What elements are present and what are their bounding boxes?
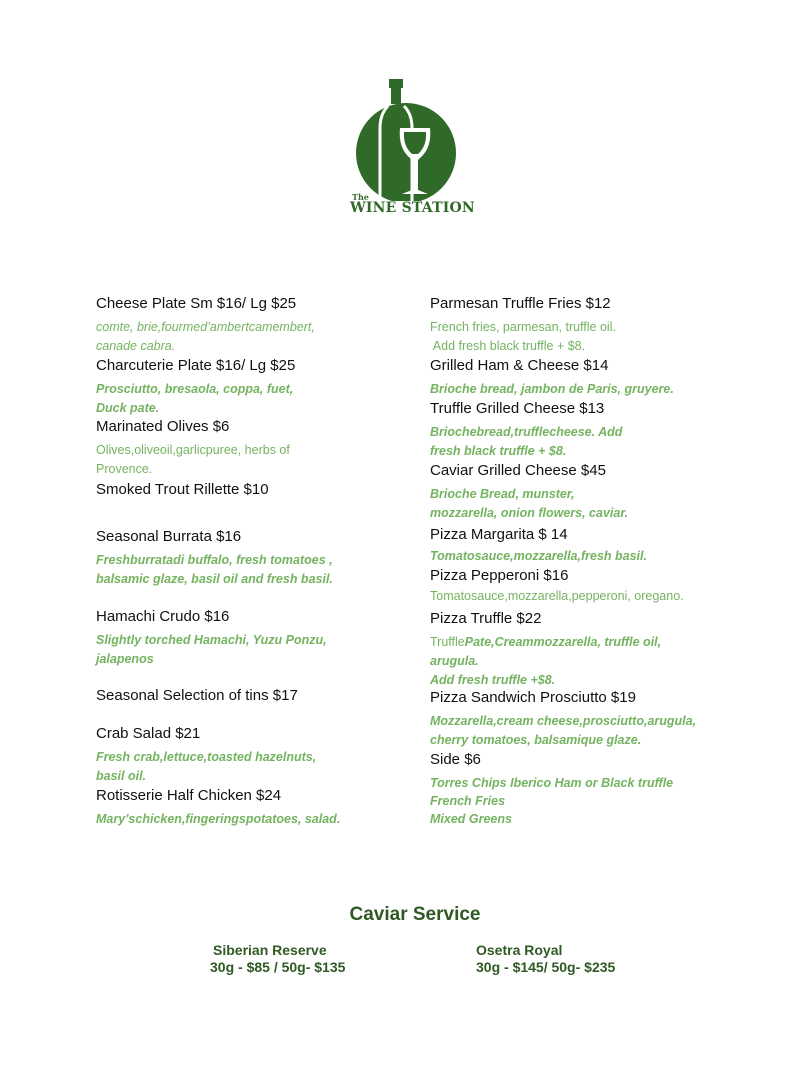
item-description — [96, 441, 290, 479]
desc-line: fresh black truffle + $8. — [430, 444, 567, 458]
item-name: Cheese Plate Sm $16/ Lg $25 — [96, 295, 297, 312]
caviar-option-name: Osetra Royal — [476, 942, 563, 958]
item-name: Rotisserie Half Chicken $24 — [96, 787, 282, 804]
caviar-option-name: Siberian Reserve — [213, 942, 327, 958]
item-description — [430, 774, 673, 828]
item-description — [430, 633, 661, 690]
desc-line: Briochebread,trufflecheese. Add — [430, 425, 623, 439]
menu-item — [430, 610, 661, 690]
menu-item — [430, 462, 628, 523]
menu-item — [96, 608, 327, 669]
item-description — [96, 551, 333, 589]
item-name: Pizza Margarita $ 14 — [430, 526, 568, 543]
item-description — [430, 587, 684, 606]
desc-line: Prosciutto, bresaola, coppa, fuet, — [96, 382, 294, 396]
wine-bottle-glass-icon — [340, 76, 480, 201]
menu-item — [430, 295, 616, 356]
logo-small-text: The — [352, 192, 369, 202]
item-name: Hamachi Crudo $16 — [96, 608, 230, 625]
logo-brand-name: WINE STATION — [350, 200, 475, 216]
desc-line: cherry tomatoes, balsamique glaze. — [430, 733, 642, 747]
menu-item — [96, 725, 316, 786]
desc-line: Duck pate. — [96, 401, 160, 415]
desc-line: Tomatosauce,mozzarella,fresh basil. — [430, 549, 647, 563]
item-name: Seasonal Burrata $16 — [96, 528, 242, 545]
menu-item — [430, 400, 622, 461]
item-description — [430, 547, 647, 566]
desc-line: Fresh crab,lettuce,toasted hazelnuts, — [96, 750, 317, 764]
menu-item — [96, 687, 298, 705]
desc-line: canade cabra. — [96, 339, 176, 353]
desc-line: Freshburratadi buffalo, fresh tomatoes , — [96, 553, 333, 567]
item-name: Pizza Sandwich Prosciutto $19 — [430, 689, 636, 706]
item-description — [96, 810, 340, 829]
desc-line: Brioche Bread, munster, — [430, 487, 575, 501]
desc-line: Mixed Greens — [430, 812, 512, 826]
item-name: Seasonal Selection of tins $17 — [96, 687, 298, 704]
item-description — [430, 423, 622, 461]
item-description — [96, 631, 327, 669]
item-name: Crab Salad $21 — [96, 725, 201, 742]
item-description — [96, 748, 316, 786]
desc-line: Brioche bread, jambon de Paris, gruyere. — [430, 382, 674, 396]
menu-item — [430, 751, 673, 828]
item-name: Smoked Trout Rillette $10 — [96, 481, 269, 498]
caviar-option-price: 30g - $85 / 50g- $135 — [210, 959, 346, 975]
item-name: Pizza Pepperoni $16 — [430, 567, 569, 584]
item-description — [96, 380, 295, 418]
item-description — [430, 485, 628, 523]
item-name: Charcuterie Plate $16/ Lg $25 — [96, 357, 296, 374]
item-description — [430, 318, 616, 356]
desc-line: French fries, parmesan, truffle oil. — [430, 320, 616, 334]
item-name: Side $6 — [430, 751, 481, 768]
menu-item — [96, 418, 290, 479]
item-name: Parmesan Truffle Fries $12 — [430, 295, 611, 312]
item-name: Caviar Grilled Cheese $45 — [430, 462, 606, 479]
caviar-option-price: 30g - $145/ 50g- $235 — [476, 959, 616, 975]
item-description — [430, 712, 696, 750]
desc-line: jalapenos — [96, 652, 154, 666]
desc-line: Slightly torched Hamachi, Yuzu Ponzu, — [96, 633, 327, 647]
menu-item — [96, 528, 333, 589]
desc-text: Pate,Creammozzarella, truffle oil, — [464, 635, 662, 649]
desc-prefix: Truffle — [430, 635, 465, 649]
item-description — [430, 380, 674, 399]
desc-line: Mozzarella,cream cheese,prosciutto,arugula, — [430, 714, 697, 728]
desc-line: Mary’schicken,fingeringspotatoes, salad. — [96, 812, 341, 826]
desc-line: French Fries — [430, 794, 506, 808]
desc-line: Torres Chips Iberico Ham or Black truffle — [430, 776, 674, 790]
desc-line: mozzarella, onion flowers, caviar. — [430, 506, 628, 520]
desc-line: comte, brie,fourmed’ambertcamembert, — [96, 320, 315, 334]
item-name: Truffle Grilled Cheese $13 — [430, 400, 605, 417]
desc-line: Provence. — [96, 462, 153, 476]
item-name: Grilled Ham & Cheese $14 — [430, 357, 609, 374]
item-name: Marinated Olives $6 — [96, 418, 230, 435]
caviar-service-title: Caviar Service — [349, 904, 481, 925]
desc-line: arugula. — [430, 654, 479, 668]
item-name: Pizza Truffle $22 — [430, 610, 542, 627]
menu-item — [96, 295, 315, 356]
item-description — [96, 318, 315, 356]
desc-line: balsamic glaze, basil oil and fresh basil. — [96, 572, 333, 586]
desc-line: basil oil. — [96, 769, 147, 783]
menu-item — [430, 357, 674, 399]
wine-station-logo — [340, 76, 480, 221]
desc-line: Add fresh truffle +$8. — [430, 673, 556, 687]
menu-item — [430, 689, 696, 750]
desc-line — [430, 633, 661, 652]
desc-line: Tomatosauce,mozzarella,pepperoni, oregano. — [430, 589, 684, 603]
desc-line: Add fresh black truffle + $8. — [430, 339, 586, 353]
menu-item — [430, 567, 684, 606]
desc-line: Olives,oliveoil,garlicpuree, herbs of — [96, 443, 290, 457]
menu-item — [96, 787, 340, 829]
menu-item — [96, 481, 269, 499]
menu-item — [430, 526, 647, 566]
menu-item — [96, 357, 295, 418]
